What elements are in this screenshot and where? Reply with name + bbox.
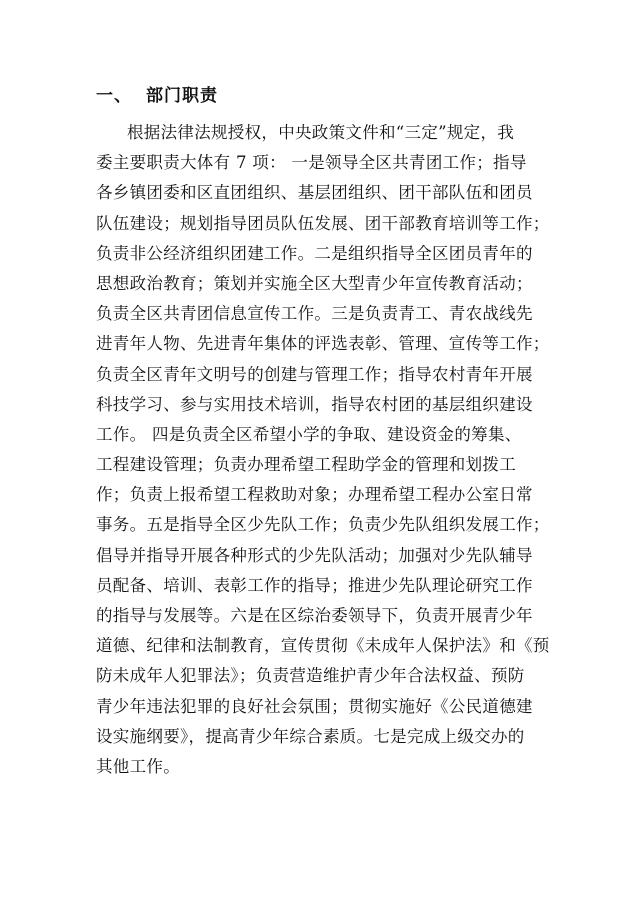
text-line: 各乡镇团委和区直团组织、基层团组织、团干部队伍和团员	[96, 183, 533, 203]
text-line: 负责全区青年文明号的创建与管理工作；指导农村青年开展	[96, 364, 533, 384]
text-line: 科技学习、参与实用技术培训，指导农村团的基层组织建设	[96, 394, 533, 414]
section-title: 部门职责	[146, 86, 218, 106]
text-line: 道德、纪律和法制教育，宣传贯彻《未成年人保护法》和《预	[96, 636, 550, 656]
text-line: 事务。五是指导全区少先队工作；负责少先队组织发展工作；	[96, 515, 550, 535]
text-line: 思想政治教育；策划并实施全区大型青少年宣传教育活动；	[96, 273, 533, 293]
text-line: 倡导并指导开展各种形式的少先队活动；加强对少先队辅导	[96, 545, 533, 565]
text-line: 设实施纲要》，提高青少年综合素质。七是完成上级交办的	[96, 726, 525, 746]
text-line: 进青年人物、先进青年集体的评选表彰、管理、宣传等工作；	[96, 334, 550, 354]
text-line: 防未成年人犯罪法》；负责营造维护青少年合法权益、预防	[96, 666, 525, 686]
text-line: 工作。 四是负责全区希望小学的争取、建设资金的筹集、	[96, 424, 522, 444]
text-line: 的指导与发展等。六是在区综治委领导下，负责开展青少年	[96, 606, 533, 625]
text-line: 负责非公经济组织团建工作。二是组织指导全区团员青年的	[96, 243, 533, 263]
body-paragraph	[96, 118, 556, 782]
text-line: 负责全区共青团信息宣传工作。三是负责青工、青农战线先	[96, 304, 533, 324]
text-line: 员配备、培训、表彰工作的指导；推进少先队理论研究工作	[96, 575, 533, 595]
text-line: 队伍建设；规划指导团员队伍发展、团干部教育培训等工作；	[96, 213, 550, 233]
text-line: 委主要职责大体有 7 项： 一是领导全区共青团工作；指导	[96, 153, 527, 173]
text-line: 青少年违法犯罪的良好社会氛围；贯彻实施好《公民道德建	[96, 696, 533, 716]
text-line: 工程建设管理；负责办理希望工程助学金的管理和划拨工	[96, 455, 516, 475]
text-line: 作；负责上报希望工程救助对象；办理希望工程办公室日常	[96, 485, 533, 505]
section-number: 一、	[96, 86, 132, 106]
text-line: 其他工作。	[96, 756, 180, 776]
section-heading	[96, 84, 218, 108]
text-line: 根据法律法规授权，中央政策文件和“三定”规定，我	[127, 123, 515, 142]
